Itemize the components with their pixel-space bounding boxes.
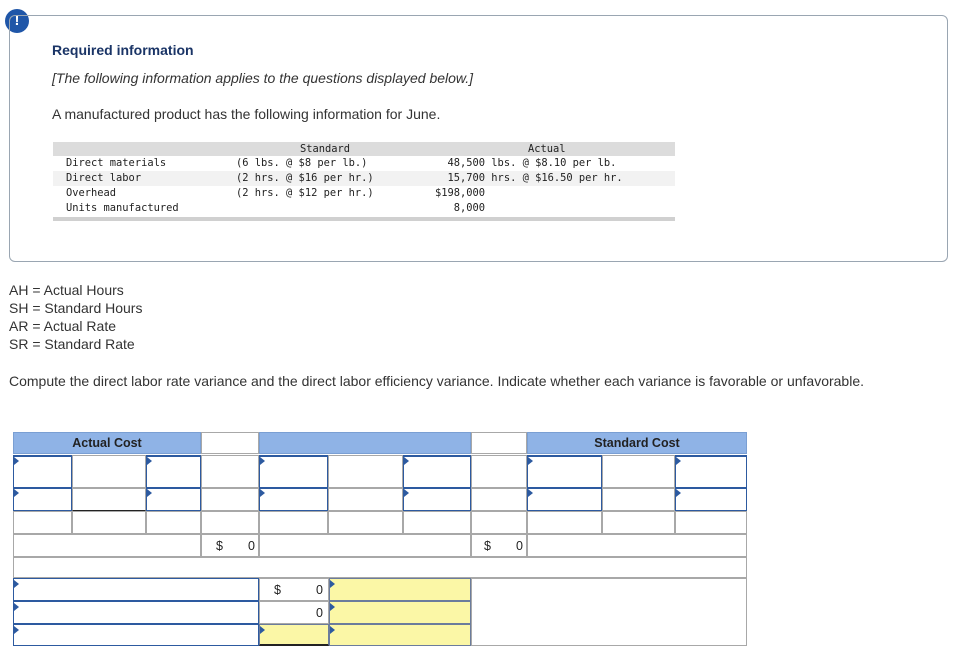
spacer-cell <box>201 432 259 454</box>
dropdown-marker-icon <box>14 580 19 588</box>
table-row <box>53 201 675 216</box>
row-label: Overhead <box>66 187 117 199</box>
spacer-cell <box>201 488 259 511</box>
dropdown-marker-icon <box>676 489 681 497</box>
middle-rate-value-input[interactable] <box>403 488 471 511</box>
row-label: Direct labor <box>66 172 142 184</box>
rate-variance-value: 0 <box>316 583 323 597</box>
actual-cost-total <box>201 534 259 557</box>
abbreviation-sh: SH = Standard Hours <box>9 300 143 316</box>
middle-hours-input[interactable] <box>328 455 403 488</box>
dropdown-marker-icon <box>14 457 19 465</box>
actual-rate-label-input[interactable] <box>146 455 201 488</box>
table-footer-bar <box>53 217 675 221</box>
row-actual: $198,000 <box>435 187 486 199</box>
efficiency-variance-amount[interactable] <box>259 601 329 624</box>
dropdown-marker-icon <box>260 457 265 465</box>
standard-cost-header: Standard Cost <box>527 432 747 454</box>
actual-cost-total-value: 0 <box>248 539 255 553</box>
blank-cell <box>13 511 72 534</box>
row-label: Direct materials <box>66 157 167 169</box>
dropdown-marker-icon <box>14 626 19 634</box>
row-standard: (2 hrs. @ $16 per hr.) <box>236 172 374 184</box>
middle-cost-total <box>471 534 527 557</box>
row-standard: (6 lbs. @ $8 per lb.) <box>236 157 368 169</box>
actual-rate-name-input[interactable] <box>13 488 72 511</box>
blank-cell <box>72 511 146 534</box>
total-variance-type-select[interactable] <box>329 624 471 646</box>
spacer-cell <box>471 488 527 511</box>
standard-hours-label-input[interactable] <box>527 455 602 488</box>
spacer-cell <box>471 432 527 454</box>
blank-cell <box>602 511 675 534</box>
blank-cell <box>146 511 201 534</box>
blank-cell <box>675 511 747 534</box>
actual-rate-input[interactable] <box>72 488 146 511</box>
actual-hours-label-input[interactable] <box>13 455 72 488</box>
middle-header <box>259 432 471 454</box>
totals-middle <box>259 534 471 557</box>
row-standard: (2 hrs. @ $12 per hr.) <box>236 187 374 199</box>
empty-area <box>471 578 747 646</box>
standard-hours-input[interactable] <box>602 455 675 488</box>
blank-cell <box>527 511 602 534</box>
row-actual: 8,000 <box>435 202 486 214</box>
middle-cost-total-value: 0 <box>516 539 523 553</box>
blank-cell <box>328 511 403 534</box>
dropdown-marker-icon <box>14 603 19 611</box>
actual-hours-input[interactable] <box>72 455 146 488</box>
table-header-row <box>53 142 675 156</box>
standard-rate-input[interactable] <box>602 488 675 511</box>
middle-rate-input[interactable] <box>328 488 403 511</box>
row-actual: 48,500 lbs. @ $8.10 per lb. <box>435 157 617 169</box>
blank-cell <box>259 511 328 534</box>
alert-icon: ! <box>5 9 29 33</box>
currency-symbol: $ <box>216 539 223 553</box>
dropdown-marker-icon <box>260 626 265 634</box>
table-row <box>53 156 675 171</box>
table-row <box>53 186 675 201</box>
dropdown-marker-icon <box>147 489 152 497</box>
spacer-row <box>13 557 747 578</box>
standard-rate-value-input[interactable] <box>675 488 747 511</box>
totals-right <box>527 534 747 557</box>
blank-cell <box>201 511 259 534</box>
col-standard-header: Standard <box>300 143 351 155</box>
dropdown-marker-icon <box>528 457 533 465</box>
abbreviation-sr: SR = Standard Rate <box>9 336 135 352</box>
dropdown-marker-icon <box>330 626 335 634</box>
standard-rate-label-input[interactable] <box>675 455 747 488</box>
efficiency-variance-label-input[interactable] <box>13 601 259 624</box>
dropdown-marker-icon <box>676 457 681 465</box>
question-text: Compute the direct labor rate variance and the direct labor efficiency variance. Indicate whether each variance is favorable or unfavorable. <box>9 373 864 389</box>
abbreviation-ar: AR = Actual Rate <box>9 318 117 334</box>
dropdown-marker-icon <box>330 580 335 588</box>
standard-rate-name-input[interactable] <box>527 488 602 511</box>
currency-symbol: $ <box>274 583 281 597</box>
middle-rate-label-input[interactable] <box>403 455 471 488</box>
total-variance-amount[interactable] <box>259 624 329 646</box>
dropdown-marker-icon <box>147 457 152 465</box>
total-variance-label-input[interactable] <box>13 624 259 646</box>
problem-intro: A manufactured product has the following information for June. <box>52 106 441 122</box>
currency-symbol: $ <box>484 539 491 553</box>
dropdown-marker-icon <box>14 489 19 497</box>
dropdown-marker-icon <box>404 457 409 465</box>
blank-cell <box>471 511 527 534</box>
table-row <box>53 171 675 186</box>
middle-rate-name-input[interactable] <box>259 488 328 511</box>
rate-variance-label-input[interactable] <box>13 578 259 601</box>
required-information-title: Required information <box>52 42 194 58</box>
row-label: Units manufactured <box>66 202 179 214</box>
abbreviation-ah: AH = Actual Hours <box>9 282 124 298</box>
totals-left-label <box>13 534 201 557</box>
dropdown-marker-icon <box>260 489 265 497</box>
actual-rate-value-input[interactable] <box>146 488 201 511</box>
rate-variance-amount[interactable] <box>259 578 329 601</box>
required-information-note: [The following information applies to the questions displayed below.] <box>52 70 474 86</box>
spacer-cell <box>201 455 259 488</box>
product-info-table <box>53 142 675 221</box>
dropdown-marker-icon <box>330 603 335 611</box>
spacer-cell <box>471 455 527 488</box>
dropdown-marker-icon <box>528 489 533 497</box>
efficiency-variance-type-select[interactable] <box>329 601 471 624</box>
col-actual-header: Actual <box>528 143 566 155</box>
dropdown-marker-icon <box>404 489 409 497</box>
actual-cost-header: Actual Cost <box>13 432 201 454</box>
efficiency-variance-value: 0 <box>316 606 323 620</box>
middle-hours-label-input[interactable] <box>259 455 328 488</box>
rate-variance-type-select[interactable] <box>329 578 471 601</box>
row-actual: 15,700 hrs. @ $16.50 per hr. <box>435 172 623 184</box>
blank-cell <box>403 511 471 534</box>
